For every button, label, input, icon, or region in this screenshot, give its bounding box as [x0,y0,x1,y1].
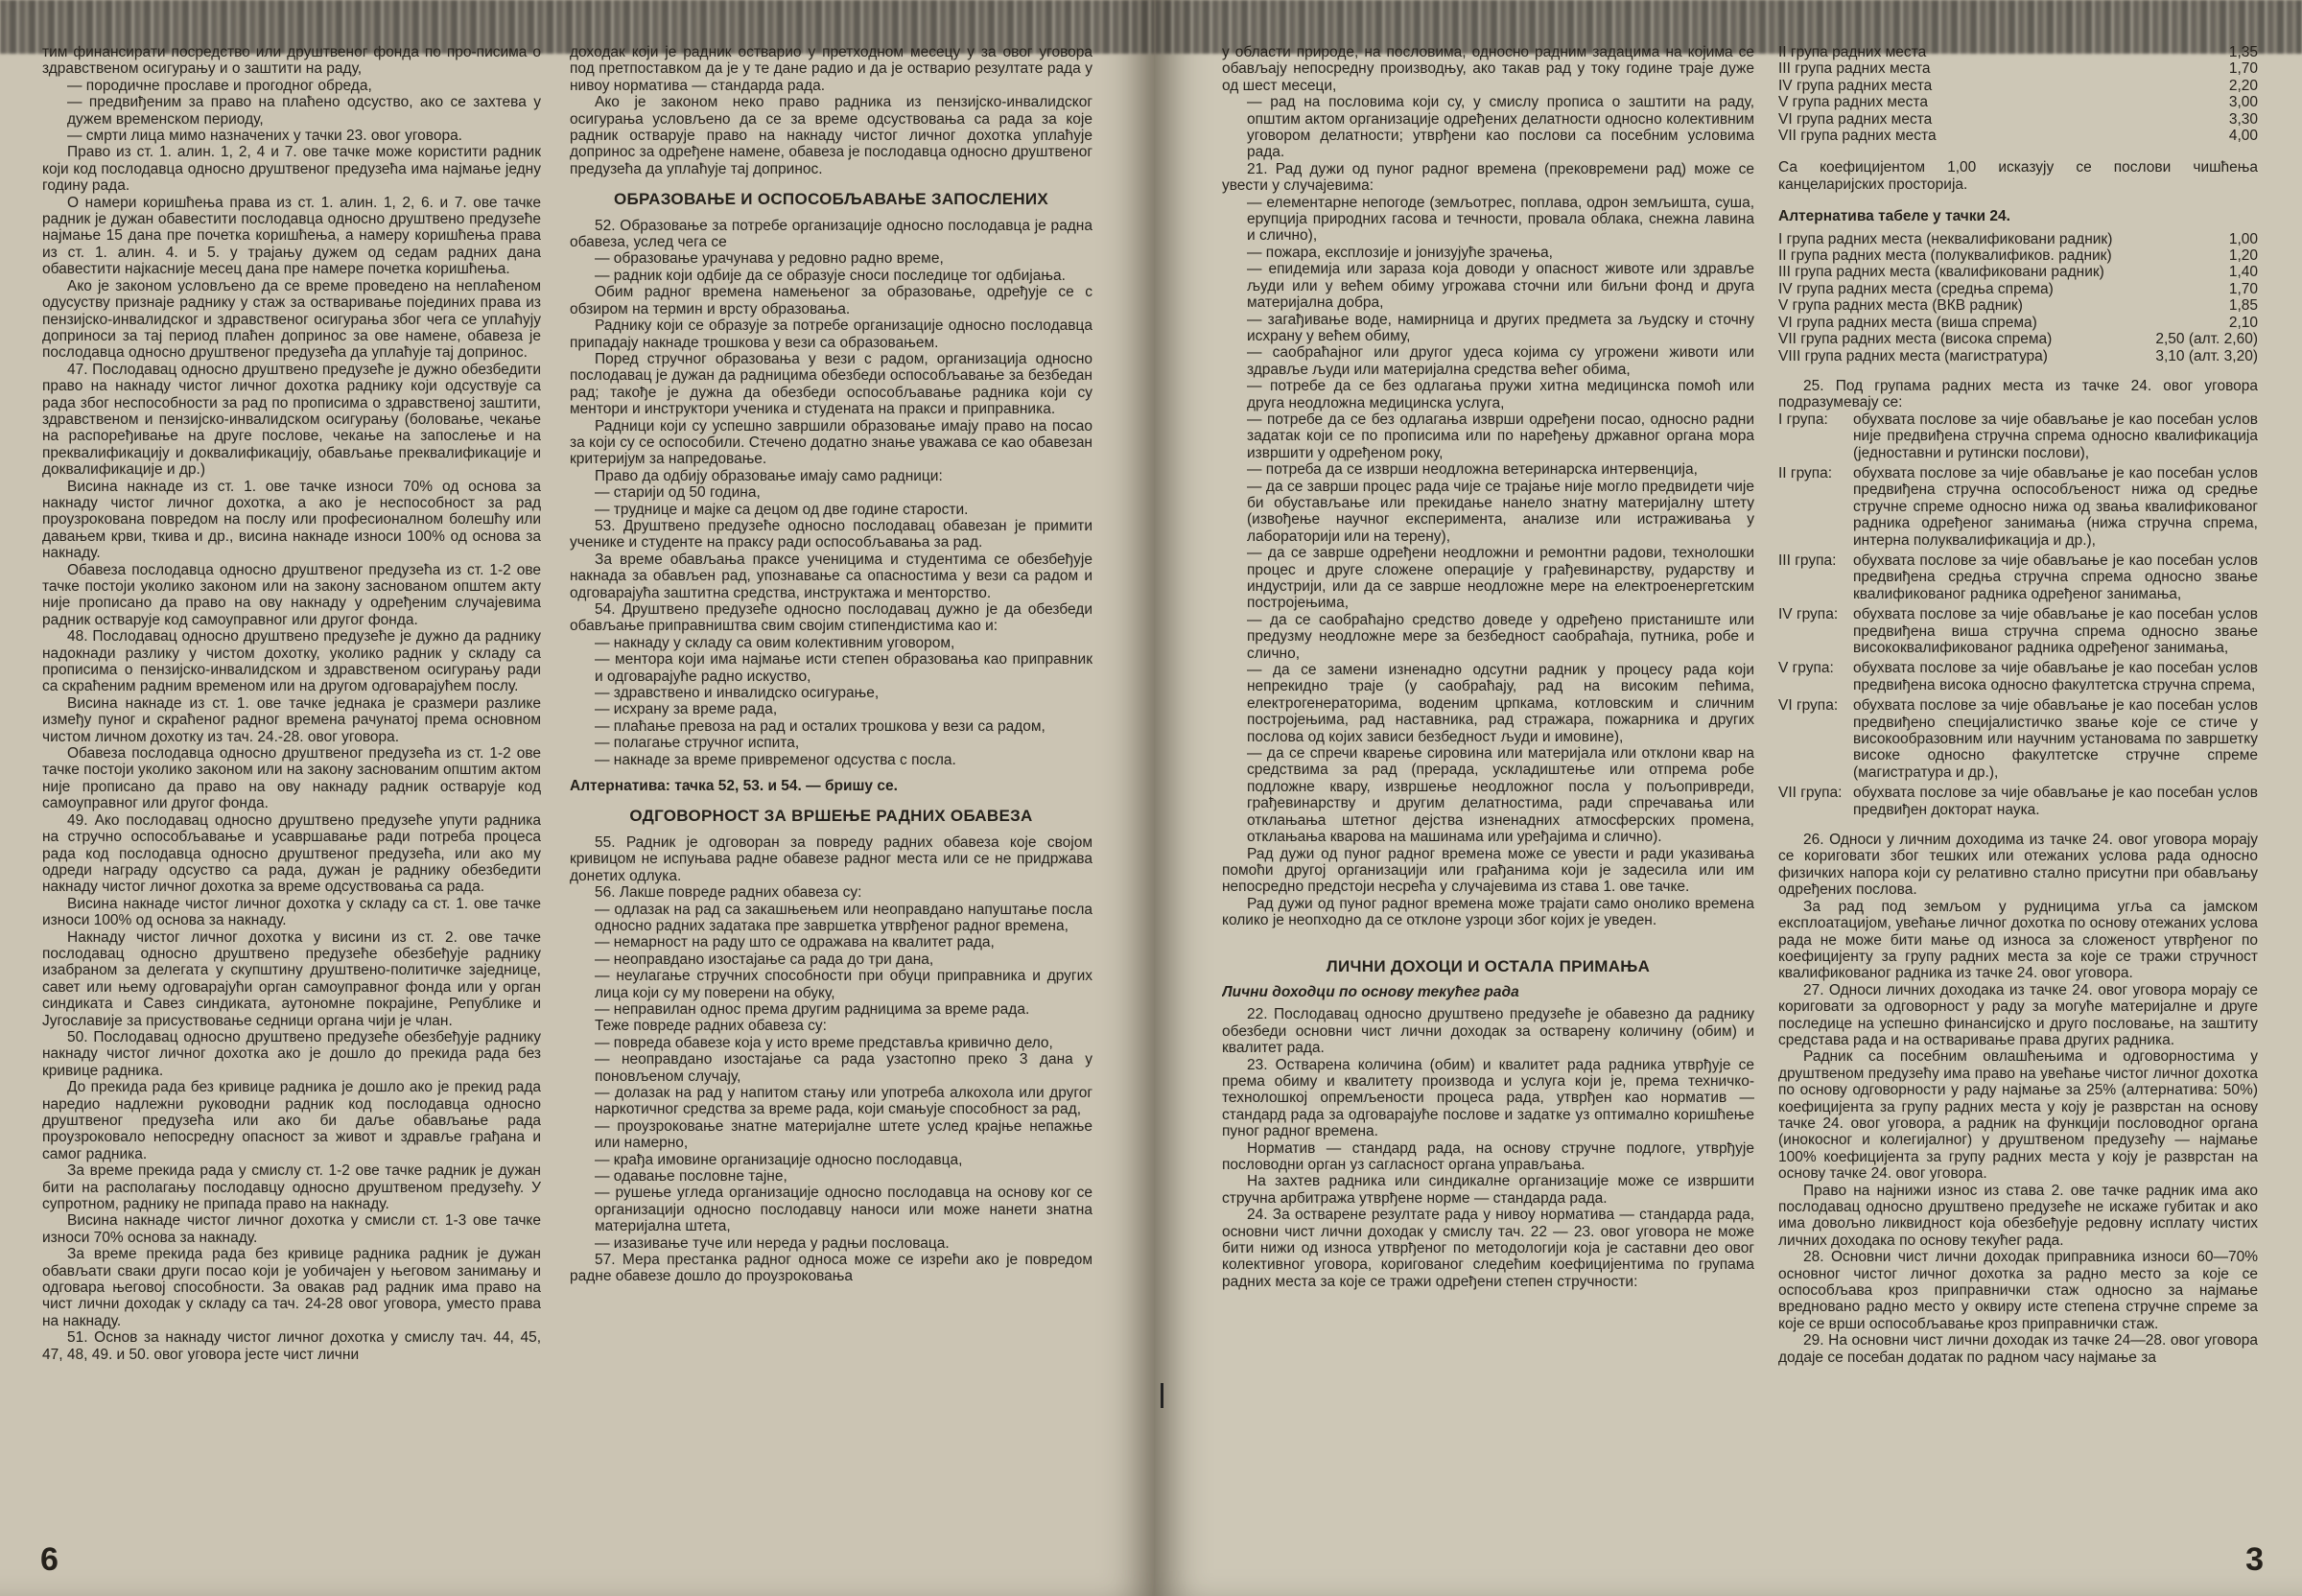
paragraph: Раднику који се образује за потребе организације односно послодавца припадају накнаде трошкова у вези са образовањем. [570,317,1092,351]
group-label: VII група радних места (висока спрема) [1778,331,2053,348]
table-row [1778,247,2258,264]
paragraph: 55. Радник је одговоран за повреду радних обавеза које својом кривицом не испуњава радне обавезе радног места или се не придржава донетих одлука. [570,833,1092,884]
group-label: IV група радних места (средња спрема) [1778,280,2054,297]
paragraph: — пожара, експлозије и јонизујуће зрачења, [1247,244,1553,261]
paragraph: Ако је законом неко право радника из пензијско-инвалидског осигурања условљено да се за време одсуствовања са рада за које радник остварује право на накнаду чистог личног дохотка уплаћује допринос за одређене намене, обавеза је послодавца односно друштвеног предузећа да уплаћује тај допринос. [570,94,1092,177]
paragraph: — повреда обавезе која у исто време представља кривично дело, [595,1034,1053,1051]
paragraph: Накнаду чистог личног дохотка у висини из ст. 2. ове тачке послодавац односно друштвено предузеће обезбеђује раднику изабраном за делегата у скупштину друштвено-политичке заједнице, савет или њему одговарајући орган самоуправног фонда или у орган синдиката и Савез синдиката, аутономне покрајине, Републике и Југославије за присуствовање седници органа чији је члан. [42,928,541,1029]
table-row [1778,331,2258,347]
group-label: VI група радних места (виша спрема) [1778,314,2037,331]
paragraph: — потребе да се без одлагања пружи хитна медицинска помоћ или друга неодложна медицинска услуга, [1247,378,1754,411]
group-label: VIII група радних места (магистратура) [1778,347,2048,364]
table-row [1778,264,2258,280]
paragraph: — накнаду у складу са овим колективним уговором, [595,634,955,651]
paragraph: — радник који одбије да се образује сноси последице тог одбијања. [595,267,1066,284]
paragraph: — предвиђеним за право на плаћено одсуство, ако се захтева у дужем временском периоду, [67,94,541,128]
group-label: II група радних места [1778,44,1927,60]
group-name: I група: [1778,411,1828,428]
section-heading-education: ОБРАЗОВАЊЕ И ОСПОСОБЉАВАЊЕ ЗАПОСЛЕНИХ [613,190,1049,209]
groups-intro: 25. Под групама радних места из тачке 24. овог уговора подразумевају се: [1778,377,2258,411]
paragraph: — немарност на раду што се одражава на квалитет рада, [595,934,995,951]
paragraph: За време обављања праксе ученицима и студентима се обезбеђује накнада за обављен рад, упознавање са опасностима у вези са радом и одговарајућа заштитна средства, инструктажа и менторство. [570,551,1092,601]
coefficient-value: 3,00 [2228,94,2258,111]
paragraph: — долазак на рад у напитом стању или употреба алкохола или другог наркотичног средства за време рада, који смањује способност за рад, [595,1084,1092,1118]
group-label: III група радних места [1778,60,1931,78]
group-row [1778,465,2258,552]
section-heading-income: ЛИЧНИ ДОХОЦИ И ОСТАЛА ПРИМАЊА [1326,956,1651,975]
paragraph: — накнаде за време привременог одсуства с посла. [595,751,956,768]
paragraph: За време прекида рада без кривице радника радник је дужан обављати сваки други посао који је уобичајен у његовом занимању и одговара његовој способности. За овакав рад радник има право на чист лични доходак у складу са тач. 24-28 овог уговора, уместо права на накнаду. [42,1246,541,1329]
paragraph: 29. На основни чист лични доходак из тачке 24—28. овог уговора додаје се посебан додатак по радном часу најмање за [1778,1332,2258,1366]
table-row [1778,111,2258,128]
paragraph: — исхрану за време рада, [595,701,778,718]
paragraph: 56. Лакше повреде радних обавеза су: [595,884,862,902]
coefficient-value: 1,85 [2228,297,2258,315]
paragraph: — здравствено и инвалидско осигурање, [595,685,880,702]
group-row [1778,785,2258,822]
paragraph: — рад на пословима који су, у смислу прописа о заштити на раду, општим актом организације одређених делатности односно колективним уговором делатности; утврђени као послови са посебним условима рада. [1247,94,1754,161]
table-row [1778,348,2258,364]
paragraph: — да се спречи кварење сировина или материјала или отклони квар на средствима за рад (прерада, ускладиштење или отпрема робе подложне квару, извршење неодложног посла у пољопривреди, грађевинарству и другим делатностима, ради спречавања или отклањања штетног дејства изненадних атмосферских промена, отклањања кварова на машинама или уређајима и слично). [1247,745,1754,846]
paragraph: 26. Односи у личним доходима из тачке 24. овог уговора морају се кориговати због тешких или отежаних услова рада односно физичких напора који су релативно стално присутни при обављању одређених послова. [1778,832,2258,899]
group-label: III група радних места (квалификовани радник) [1778,264,2104,281]
paragraph: — потреба да се изврши неодложна ветеринарска интервенција, [1247,461,1698,479]
group-label: VII група радних места [1778,128,1937,145]
paragraph: — полагање стручног испита, [595,735,800,752]
alternative-note-52: Алтернатива: тачка 52, 53. и 54. — бришу се. [570,778,898,795]
group-name: V група: [1778,660,1834,677]
paragraph: До прекида рада без кривице радника је дошло ако је прекид рада наредио надлежни руководни радник код послодавца односно друштвеног предузећа или ако би даље обављање рада проузроковало непосредну опасност за живот и здравље грађана и самог радника. [42,1079,541,1162]
paragraph: 54. Друштвено предузеће односно послодавац дужно је да обезбеди обављање приправништва свим својим стипендистима као и: [570,601,1092,635]
coefficient-table-alternative [1778,231,2258,364]
paragraph: — изазивање туче или нереда у радњи пословаца. [595,1234,950,1252]
paragraph: Обавеза послодавца односно друштвеног предузећа из ст. 1-2 ове тачке постоји уколико законом или на закону заснованом општем акту није прописано да право на ову накнаду у одређеним случајевима радник остварује код самоуправног или другог фонда. [42,561,541,628]
paragraph: Норматив — стандард рада, на основу стручне подлоге, утврђује пословодни орган уз сагласност органа управљања. [1222,1139,1754,1173]
page-number-left: 6 [40,1541,59,1578]
coefficient-value: 1,40 [2228,264,2258,281]
paragraph: Ако је законом условљено да се време проведено на неплаћеном одусуству признаје раднику у стаж за остваривање појединих права из пензијско-инвалидског и здравственог осигурања због чега се уплаћују доприноси за тај период плаћен допринос за ове намене, обавеза је послодавца односно друштвеног предузећа да уплаћује тај допринос. [42,277,541,362]
table-row [1778,94,2258,110]
paragraph: 50. Послодавац односно друштвено предузеће обезбеђује раднику накнаду чистог личног дохотка ако је дошло до прекида рада без кривице радника. [42,1028,541,1079]
paragraph: — ментора који има најмање исти степен образовања као приправник и одговарајуће радно искуство, [595,651,1092,685]
paragraph: — елементарне непогоде (земљотрес, поплава, одрон земљишта, суша, ерупција природних гасова и течности, провала облака, снежна лавина и слично), [1247,194,1754,245]
paragraph: 51. Основ за накнаду чистог личног дохотка у смислу тач. 44, 45, 47, 48, 49. и 50. овог уговора јесте чист лични [42,1329,541,1363]
paragraph: Висина накнаде из ст. 1. ове тачке износи 70% од основа за накнаду чистог личног дохотка, а ако је неспособност за рад проузрокована повредом на послу или професионалном болешћу или давањем крви, ткива и др., висина накнаде износи 100% од основа за накнаду. [42,478,541,562]
right-page [1155,0,2302,1596]
paragraph: — саобраћајног или другог удеса којима су угрожени животи или здравље људи или материјална средства већег обима, [1247,344,1754,378]
paragraph: Висина накнаде чистог личног дохотка у складу са ст. 1. ове тачке износи 100% од основа за накнаду. [42,895,541,929]
table-row [1778,315,2258,331]
paragraph: 23. Остварена количина (обим) и квалитет рада радника утврђује се према обиму и квалитету производа и услуга који је, према техничко-технолошкој опремљености процеса рада, утврђен као норматив — стандард рада за одговарајуће послове и задатке уз оптимално коришћење пуног радног времена. [1222,1056,1754,1140]
table-row [1778,297,2258,314]
paragraph: 22. Послодавац односно друштвено предузеће је обавезно да раднику обезбеди основни чист лични доходак за остварену количину (обим) и квалитет рада. [1222,1006,1754,1057]
paragraph: Висина накнаде чистог личног дохотка у смисли ст. 1-3 ове тачке износи 70% основа за накнаду. [42,1212,541,1246]
coefficient-value: 1,35 [2228,44,2258,60]
coefficient-value: 2,20 [2228,77,2258,94]
left-column-2 [570,44,1092,1550]
paragraph: тим финансирати посредство или друштвеног фонда по про-писима о здравственом осигурању и о заштити на раду, [42,44,541,78]
paragraph: — да се заврши процес рада чије се трајање није могло предвидети чије би обустављање или прекидање нанело знатну материјалну штету (извођење научног експеримента, анализе или истраживања у лабораторији или на терену), [1247,478,1754,545]
paragraph: у области природе, на пословима, односно радним задацима на којима се обављају непосредну производњу, ако такав рад у току године траје дуже од шест месеци, [1222,44,1754,94]
coefficient-value: 1,00 [2228,230,2258,247]
table-row [1778,281,2258,297]
paragraph: 27. Односи личних доходака из тачке 24. овог уговора морају се кориговати за одговорност у раду за могуће материјалне и друге последице на успешно финансијско и друго пословање, на заштиту средстава рада и на остваривање права других радника. [1778,981,2258,1048]
subheading-income: Лични доходци по основу текућег рада [1222,983,1519,1000]
group-label: V група радних места (ВКВ радник) [1778,297,2023,315]
paragraph: 57. Мера престанка радног односа може се изрећи ако је повредом радне обавезе дошло до проузроковања [570,1252,1092,1285]
section-heading-duties: ОДГОВОРНОСТ ЗА ВРШЕЊЕ РАДНИХ ОБАВЕЗА [629,807,1033,826]
coefficient-value: 2,50 (алт. 2,60) [2155,331,2258,348]
coefficient-table-partial [1778,44,2258,144]
paragraph: — неправилан однос према другим радницима за време рада. [595,1000,1030,1018]
paragraph: Обавеза послодавца односно друштвеног предузећа из ст. 1-2 ове тачке постоји уколико законом или на закону заснованим општим актом није прописано да право на ову накнаду радник остварује код самоуправног или другог фонда. [42,745,541,812]
paragraph: — старији од 50 година, [595,484,761,502]
group-row [1778,552,2258,606]
right-column-2 [1778,44,2258,1550]
coefficient-value: 4,00 [2228,128,2258,145]
coefficient-value: 2,10 [2228,314,2258,331]
group-name: III група: [1778,552,1837,569]
coefficient-value: 1,70 [2228,280,2258,297]
paragraph: — одлазак на рад са закашњењем или неоправдано напуштање посла односно радних задатака пре завршетка утврђеног радног времена, [595,901,1092,934]
paragraph: — да се замени изненадно одсутни радник у процесу рада који непрекидно траје (у саобраћају, рад на високим пећима, електрогенераторима, воденим црпкама, котловским и сличним постројењима, рад наставника, рад стражара, пожарника и других послова од којих зависи безбедност људи и имовине), [1247,662,1754,745]
table-row [1778,78,2258,94]
paragraph: — смрти лица мимо назначених у тачки 23. овог уговора. [67,128,462,145]
paragraph: О намери коришћења права из ст. 1. алин. 1, 2, 6. и 7. ове тачке радник је дужан обавестити послодавца односно друштвено предузеће најмање 15 дана пре почетка коришћења, а намеру коришћења права из ст. 1. алин. 4. и 5. у трајању дужем од седам радних дана обавестити најкасније месец дана пре намере почетка коришћења. [42,194,541,278]
group-name: IV група: [1778,606,1839,623]
paragraph: — породичне прославе и прогодног обреда, [67,77,372,94]
paragraph: — потребе да се без одлагања изврши одређени посао, односно радни задатак који се по прописима или по наређењу државног органа мора извршити у одређеном року, [1247,411,1754,461]
coefficient-value: 3,10 (алт. 3,20) [2155,347,2258,364]
paragraph: На захтев радника или синдикалне организације може се извршити стручна арбитража утврђене норме — стандарда рада. [1222,1173,1754,1207]
group-label: VI група радних места [1778,110,1933,128]
paragraph: доходак који је радник остварио у претходном месецу у за овог уговора под претпоставком да је у те дане радио и да је остварио резултате рада у нивоу норматива — стандарда рада. [570,44,1092,94]
group-name: VII група: [1778,785,1843,802]
coefficient-value: 1,20 [2228,247,2258,265]
paragraph: 49. Ако послодавац односно друштвено предузеће упути радника на стручно оспособљавање и усавршавање ради потреба процеса рада код послодавца односно друштвеног предузећа, или ако му одреди награду одсуство са рада, дужан је раднику обезбедити накнаду чистог личног дохотка за време одсуствовања са рада. [42,811,541,896]
paragraph: Теже повреде радних обавеза су: [595,1018,827,1035]
paragraph: — неоправдано изостајање са рада узастопно преко 3 дана у поновљеном случају, [595,1051,1092,1085]
group-description: обухвата послове за чије обављање је као посебан услов предвиђен докторат наука. [1853,785,2258,818]
paragraph: — труднице и мајке са децом од две године старости. [595,501,969,518]
paragraph: Право на најнижи износ из става 2. ове тачке радник има ако послодавац односно друштвено предузеће не искаже губитак и ако има довољно ликвидност која обезбеђује редовну исплату чистих личних доходака по основу текућег рада. [1778,1182,2258,1249]
group-name: VI група: [1778,697,1839,715]
paragraph: 24. За остварене резултате рада у нивоу норматива — стандарда рада, основни чист лични доходак у смислу тач. 22 — 23. овог уговора не може бити нижи од износа утврђеног по методологији која је саставни део овог колективног уговора, коригованог следећим коефицијентима по групама радних места за које се тражи одређени степен стручности: [1222,1207,1754,1290]
paragraph: Поред стручног образовања у вези с радом, организација односно послодавац је дужан да радницима обезбеди оспособљавање за безбедан рад; такође је дужна да обезбеди оспособљавање радника који су ментори и инструктори ученика и студената на пракси и приправника. [570,350,1092,418]
paragraph: За рад под земљом у рудницима угља са јамском експлоатацијом, увећање личног дохотка по основу отежаних услова рада не може бити мање од износа за сложеност утврђеног по коефицијенту за групу радних места за које се тражи стручност квалификованог радника из тачке 24. овог уговора. [1778,898,2258,982]
group-label: IV група радних места [1778,77,1933,94]
coefficient-note: Са коефицијентом 1,00 исказују се послови чишћења канцеларијских просторија. [1778,159,2258,193]
paragraph: 48. Послодавац односно друштвено предузеће је дужно да раднику надокнади разлику у чистом дохотку, уколико радник у складу са прописима о пензијско-инвалидском и здравственом осигурању ради са скраћеним радним временом или на другом одговарајућем послу. [42,628,541,695]
page-number-right: 3 [2245,1541,2264,1578]
paragraph: — епидемија или заразa која доводи у опасност животе или здравље људи или у већем обиму угрожава сточни или биљни фонд и друга материјална добра, [1247,261,1754,312]
paragraph: 52. Образовање за потребе организације односно послодавца је радна обавеза, услед чега се [570,217,1092,251]
paragraph: — неулагање стручних способности при обуци приправника и других лица који су му поверени на обуку, [595,968,1092,1001]
group-label: V група радних места [1778,94,1928,111]
group-label: II група радних места (полуквалификов. радник) [1778,247,2112,265]
group-row [1778,660,2258,697]
table-row [1778,231,2258,247]
group-description: обухвата послове за чије обављање је као посебан услов предвиђена висока односно факултетска стручна спрема, [1853,660,2258,693]
right-column-1 [1222,44,1754,1550]
paragraph: Рад дужи од пуног радног времена може се увести и ради указивања помоћи другој организацији или грађанима који је задесила или им непосредно предстоји несрећа у случајевима из става 1. ове тачке. [1222,845,1754,896]
table-row [1778,128,2258,144]
paragraph: Обим радног времена намењеног за образовање, одређује се с обзиром на термин и врсту образовања. [570,284,1092,317]
group-row [1778,411,2258,465]
paragraph: — рушење угледа организације односно послодавца на основу ког се организацији односно послодавцу наноси или може нанети знатна материјална штета, [595,1185,1092,1235]
paragraph: 28. Основни чист лични доходак приправника износи 60—70% основног чистог личног дохотка за радно место за које се оспособљава кроз приправнички стаж односно за најмање вредновано радно место у оквиру исте степена стручне спреме за које се врши оспособљавање кроз приправнички стаж. [1778,1249,2258,1332]
group-description: обухвата послове за чије обављање је као посебан услов предвиђена стручна оспособљеност нижа од средње стручне спреме односно нижа од звања квалификованог радника одређеног занимања (нижа стручна спрема, интерна полуквалификација и др.), [1853,464,2258,549]
paragraph: Висина накнаде из ст. 1. ове тачке једнака је сразмери разлике између пуног и скраћеног радног времена рачунатој према основном чистом личном дохотку из тач. 24.-28. овог уговора. [42,694,541,745]
paragraph: Право да одбију образовање имају само радници: [595,467,943,484]
table-row [1778,60,2258,77]
paragraph: — да се саобраћајно средство доведе у одређено пристаниште или предузму неодложне мере за безбедност саобраћаја, путника, робе и слично, [1247,611,1754,662]
coefficient-value: 3,30 [2228,110,2258,128]
paragraph: 47. Послодавац односно друштвено предузеће је дужно обезбедити право на накнаду чистог личног дохотка раднику који одсуствује са рада због неспособности за рад по прописима о здравственој заштити, здравственом и пензијско-инвалидском осигурању (боловање, чекање на распоређивање на друге послове, чекање на запослење и на преквалификацију и доквалификацију, обављање преквалификације и доквалификације и др.) [42,361,541,479]
paragraph: 21. Рад дужи од пуног радног времена (прековремени рад) може се увести у случајевима: [1222,160,1754,195]
paragraph: — неоправдано изостајање са рада до три дана, [595,951,934,968]
paragraph: Право из ст. 1. алин. 1, 2, 4 и 7. ове тачке може користити радник који код послодавца односно друштвеног предузећа има најмање једну годину рада. [42,144,541,195]
paragraph: Радници који су успешно завршили образовање имају право на посао за који су се оспособили. Стечено додатно знање уважава се као обавезан критеријум за напредовање. [570,417,1092,468]
group-row [1778,606,2258,660]
paragraph: Рад дужи од пуног радног времена може трајати само онолико времена колико је неопходно да се отклоне узроци због којих је уведен. [1222,895,1754,929]
paragraph: — да се заврше одређени неодложни и ремонтни радови, технолошки процес и друге сложене операције у грађевинарству, рударству и индустрији, или да се заврше неодложне мере на електроенергетским постројењима, [1247,545,1754,612]
gutter-mark [1161,1383,1163,1408]
paragraph: — плаћање превоза на рад и осталих трошкова у вези са радом, [595,717,1045,735]
group-description: обухвата послове за чије обављање је као посебан услов предвиђена средња стручна спрема односно звање квалификованог радника одређеног занимања, [1853,552,2258,602]
coefficient-value: 1,70 [2228,60,2258,78]
paragraph: — крађа имовине организације односно послодавца, [595,1151,963,1168]
paragraph: Радник са посебним овлашћењима и одговорностима у друштвеном предузећу има право на увећање чистог личног дохотка по основу одговорности у раду најмање за 25% (алтернатива: 50%) коефицијента за групу радних места у коју је разврстан на основу тачке 24. овог уговора, а радник на функцији пословодног органа (инокосног и колегијалног) у друштвеном предузећу — најмање 100% коефицијента за групу радних места у коју је разврстан на основу тачке 24. овог уговора. [1778,1048,2258,1183]
paragraph: — образовање урачунава у редовно радно време, [595,250,944,268]
group-name: II група: [1778,464,1833,481]
group-description: обухвата послове за чије обављање је као посебан услов предвиђено специјалистичко звање које се стиче у високообразовним или научним установама по завршетку високе односно факултетске стручне спреме (магистратура и др.), [1853,697,2258,781]
groups-table [1778,411,2258,822]
alt-table-title: Алтернатива табеле у тачки 24. [1778,208,2010,225]
table-row [1778,44,2258,60]
group-row [1778,697,2258,785]
paragraph: 53. Друштвено предузеће односно послодавац обавезан је примити ученике и студенте на праксу ради оспособљавања за рад. [570,517,1092,552]
left-column-1 [42,44,541,1550]
group-label: I група радних места (неквалификовани радник) [1778,230,2113,247]
group-description: обухвата послове за чије обављање је као посебан услов није предвиђена стручна спрема односно квалификација (једноставни и рутински послови), [1853,411,2258,461]
paragraph: — загађивање воде, намирница и других предмета за људску и сточну исхрану у већем обиму, [1247,311,1754,344]
paragraph: — проузроковање знатне материјалне штете услед крајње непажње или намерно, [595,1117,1092,1152]
group-description: обухвата послове за чије обављање је као посебан услов предвиђена виша стручна спрема односно звање висококвалификованог радника одређеног занимања, [1853,606,2258,656]
paragraph: — одавање пословне тајне, [595,1168,787,1185]
paragraph: За време прекида рада у смислу ст. 1-2 ове тачке радник је дужан бити на располагању послодавцу односно друштвеном предузећу. У супротном, раднику не припада право на накнаду. [42,1162,541,1213]
